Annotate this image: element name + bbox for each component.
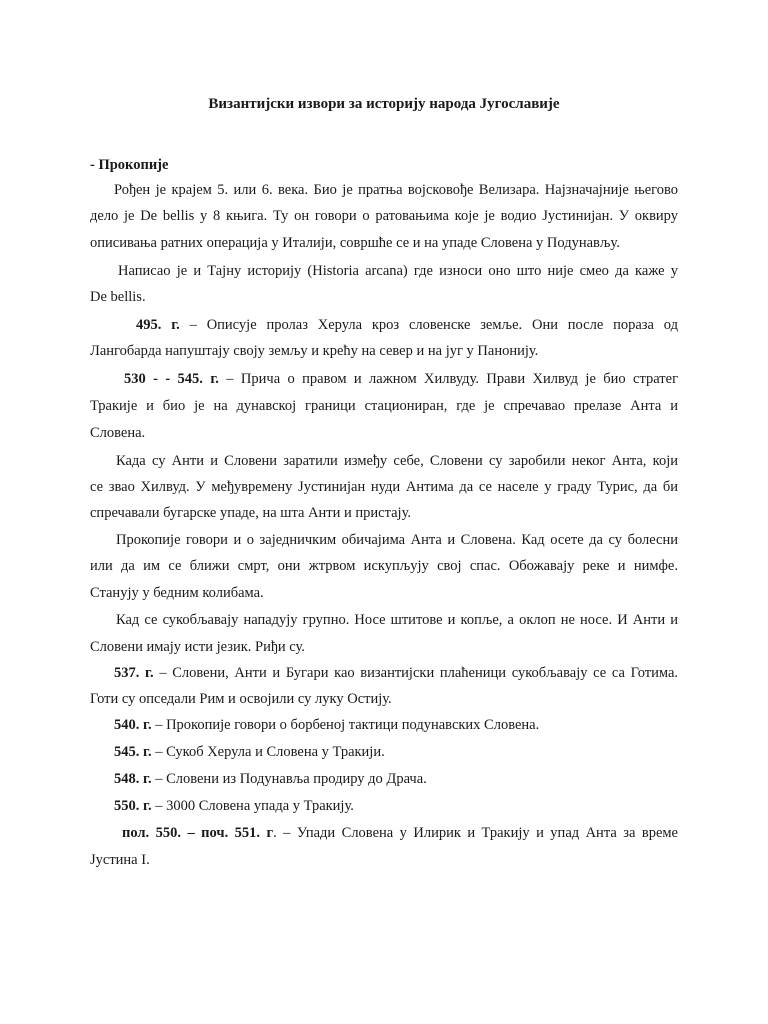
entry-text: – Описује пролаз Херула кроз словенске земље. Они после пораза од [189, 317, 678, 333]
entry-text: – Словени, Анти и Бугари као византијски плаћеници сукобљавају се са Готима. [159, 665, 678, 681]
entry-text: . – Упади Словена у Илирик и Тракију и упад Анта за време [273, 825, 678, 841]
entry-line [90, 315, 678, 335]
entry-line [90, 663, 678, 683]
paragraph-line: De bellis. [90, 289, 146, 305]
entry-text: – Прича о правом и лажном Хилвуду. Прави Хилвуд је био стратег [226, 371, 679, 387]
paragraph-line: Словени имају исти језик. Риђи су. [90, 639, 305, 655]
paragraph-line: дело је De bellis у 8 књига. Ту он говори о ратовањима које је водио Јустинијан. У оквиру [90, 208, 678, 224]
entry-date: 545. г. [114, 744, 152, 760]
entry-line [90, 715, 678, 735]
entry-date: 548. г. [114, 771, 152, 787]
entry-date: 550. г. [114, 798, 152, 814]
entry-date: 537. г. [114, 665, 154, 681]
paragraph-line: Кад се сукобљавају нападују групно. Носе штитове и копље, а оклоп не носе. И Анти и [116, 612, 678, 628]
entry-line [90, 823, 678, 843]
paragraph-line: Словена. [90, 425, 146, 441]
entry-text: – Словени из Подунавља продиру до Драча. [155, 771, 427, 787]
paragraph-line: Готи су опседали Рим и освојили су луку Остију. [90, 691, 392, 707]
paragraph-line: Рођен је крајем 5. или 6. века. Био је пратња војсковође Велизара. Најзначајније његово [114, 182, 678, 198]
paragraph-line: Лангобарда напуштају своју земљу и крећу на север и на југ у Панонију. [90, 343, 539, 359]
entry-date: пол. 550. – поч. 551. г [122, 825, 274, 841]
paragraph-line: Тракије и био је на дунавској граници стациониран, где је спречавао прелазе Анта и [90, 398, 678, 414]
document-title: Византијски извори за историју народа Југославије [208, 96, 560, 112]
entry-line [90, 369, 678, 389]
entry-line [90, 796, 678, 816]
entry-text: – Сукоб Херула и Словена у Тракији. [155, 744, 385, 760]
paragraph-line: Станују у бедним колибама. [90, 585, 264, 601]
paragraph-line: или да им се ближи смрт, они жтрвом искупљују свој спас. Обожавају реке и нимфе. [90, 558, 678, 574]
entry-text: – Прокопије говори о борбеној тактици подунавских Словена. [155, 717, 540, 733]
entry-line [90, 769, 678, 789]
paragraph-line: описивања ратних операција у Италији, совршће се и на упаде Словена у Подунављу. [90, 235, 620, 251]
paragraph-line: Јустина I. [90, 852, 150, 868]
entry-date: 540. г. [114, 717, 152, 733]
entry-date: 495. г. [136, 317, 180, 333]
entry-text: – 3000 Словена упада у Тракију. [155, 798, 354, 814]
paragraph-line: Када су Анти и Словени заратили између себе, Словени су заробили неког Анта, који [116, 453, 678, 469]
section-heading: - Прокопије [90, 157, 169, 173]
paragraph-line: Прокопије говори и о заједничким обичајима Анта и Словена. Кад осете да су болесни [116, 532, 678, 548]
paragraph-line: Написао је и Тајну историју (Historia arcana) где износи оно што није смео да каже у [118, 263, 678, 279]
paragraph-line: спречавали бугарске упаде, на шта Анти и пристају. [90, 505, 411, 521]
entry-date: 530 - - 545. г. [124, 371, 219, 387]
entry-line [90, 742, 678, 762]
paragraph-line: се звао Хилвуд. У међувремену Јустинијан нуди Антима да се населе у граду Турис, да би [90, 479, 678, 495]
